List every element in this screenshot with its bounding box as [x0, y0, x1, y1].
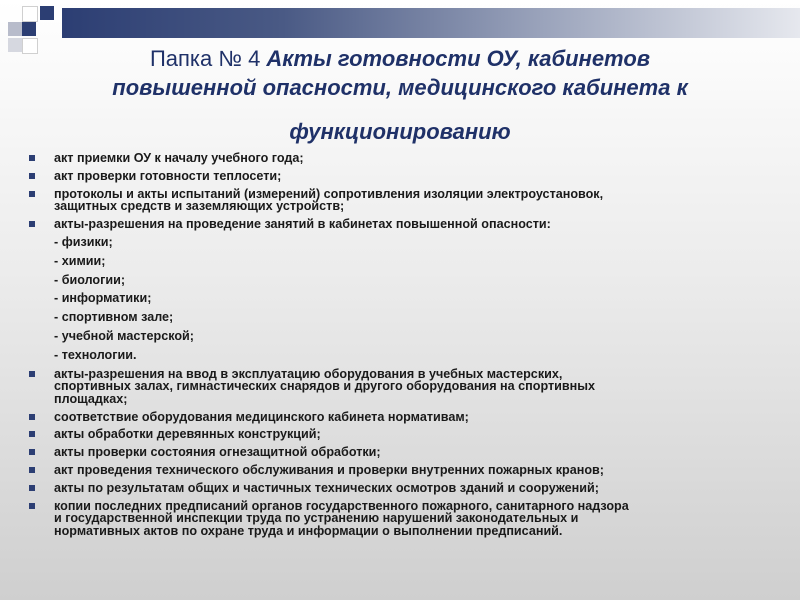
list-item-text: нормативных актов по охране труда и информации о выполнении предписаний.: [54, 523, 563, 538]
list-item-text: акты-разрешения на ввод в эксплуатацию оборудования в учебных мастерских,: [54, 366, 563, 381]
slide-title: [30, 44, 770, 146]
list-item: [26, 188, 786, 213]
title-lead: Папка № 4: [149, 46, 267, 71]
list-item: [26, 482, 786, 495]
list-item-text: - информатики;: [54, 291, 152, 306]
list-item-text: - физики;: [54, 235, 113, 250]
list-item: [26, 311, 786, 324]
document-list: [26, 152, 786, 543]
list-item-text: акты проверки состояния огнезащитной обработки;: [54, 445, 381, 460]
list-item: [26, 330, 786, 343]
list-item-text: акт проведения технического обслуживания и проверки внутренних пожарных кранов;: [54, 463, 604, 478]
list-item: [26, 500, 786, 538]
list-item-text: копии последних предписаний органов государственного пожарного, санитарного надзора: [54, 498, 629, 513]
list-item-text: акт проверки готовности теплосети;: [54, 168, 282, 183]
list-item: [26, 411, 786, 424]
list-item-text: - учебной мастерской;: [54, 329, 194, 344]
list-item-text: протоколы и акты испытаний (измерений) сопротивления изоляции электроустановок,: [54, 186, 604, 201]
header-bar: [62, 8, 800, 38]
list-item-text: соответствие оборудования медицинского кабинета нормативам;: [54, 409, 469, 424]
list-item: [26, 292, 786, 305]
list-item: [26, 349, 786, 362]
list-item-text: спортивных залах, гимнастических снарядов и другого оборудования на спортивных: [54, 379, 596, 394]
list-item: [26, 274, 786, 287]
title-line3: функционированию: [289, 119, 511, 144]
list-item: [26, 368, 786, 406]
list-item-text: - спортивном зале;: [54, 310, 174, 325]
list-item-text: - биологии;: [54, 272, 126, 287]
title-line2: повышенной опасности, медицинского кабинета к: [112, 75, 688, 100]
list-item-text: - химии;: [54, 253, 106, 268]
list-item: [26, 236, 786, 249]
list-item-text: площадках;: [54, 391, 128, 406]
list-item: [26, 255, 786, 268]
list-item: [26, 428, 786, 441]
list-item-text: акты обработки деревянных конструкций;: [54, 427, 321, 442]
list-item-text: акты по результатам общих и частичных технических осмотров зданий и сооружений;: [54, 481, 599, 496]
list-item-text: - технологии.: [54, 347, 137, 362]
list-item-text: и государственной инспекции труда по устранению нарушений законодательных и: [54, 511, 579, 526]
list-item-text: защитных средств и заземляющих устройств;: [54, 199, 345, 214]
list-item: [26, 152, 786, 165]
list-item: [26, 446, 786, 459]
list-item-text: акты-разрешения на проведение занятий в кабинетах повышенной опасности:: [54, 217, 551, 232]
title-line1: Акты готовности ОУ, кабинетов: [266, 46, 651, 71]
list-item: [26, 170, 786, 183]
list-item: [26, 218, 786, 231]
list-item-text: акт приемки ОУ к началу учебного года;: [54, 151, 304, 165]
list-item: [26, 464, 786, 477]
